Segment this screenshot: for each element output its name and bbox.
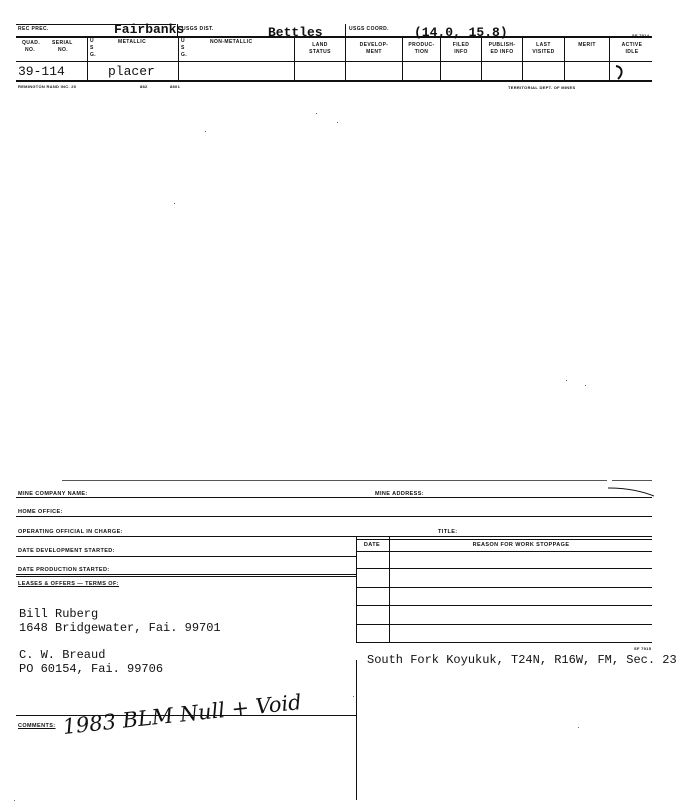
- leases-label: LEASES & OFFERS — TERMS OF:: [18, 581, 119, 587]
- scan-speck: [174, 203, 175, 204]
- col-usg-letter: G.: [181, 52, 188, 58]
- scan-speck: [337, 122, 338, 123]
- usgs-dist-label: USGS DIST.: [182, 26, 214, 32]
- col-development: DEVELOP-: [359, 42, 389, 48]
- reason-col-label: REASON FOR WORK STOPPAGE: [472, 542, 570, 548]
- usgs-coord-value: (14.0, 15.8): [414, 25, 508, 40]
- home-office-label: HOME OFFICE:: [18, 509, 63, 515]
- scan-speck: [566, 380, 567, 381]
- lessee-name: Bill Ruberg: [19, 607, 99, 621]
- scan-speck: [14, 800, 15, 801]
- footer-code: 882: [140, 84, 148, 89]
- col-filed-info: FILED: [452, 42, 470, 48]
- rec-prec-label: REC PREC.: [18, 26, 49, 32]
- rule: [16, 576, 356, 577]
- table-divider: [356, 536, 357, 642]
- card-edge: [62, 480, 607, 481]
- card-corner-curve: [608, 484, 654, 498]
- date-col-label: DATE: [363, 542, 381, 548]
- usgs-dist-value: Bettles: [268, 25, 323, 40]
- rule: [356, 624, 652, 625]
- header-rule: [16, 36, 652, 38]
- mine-company-name-label: MINE COMPANY NAME:: [18, 491, 88, 497]
- col-land-status: STATUS: [309, 49, 331, 55]
- col-active-idle: IDLE: [625, 49, 639, 55]
- column-header-rule: [16, 61, 652, 62]
- form-number: SF 7914: [632, 33, 650, 38]
- scan-speck: [585, 385, 586, 386]
- col-serial: SERIAL: [52, 40, 73, 46]
- col-usg-letter: S: [181, 45, 185, 51]
- mine-address-label: MINE ADDRESS:: [375, 491, 424, 497]
- header-rule-top-left: [16, 24, 176, 25]
- rule: [16, 497, 652, 498]
- scan-speck: [353, 696, 354, 697]
- col-no: NO.: [25, 47, 36, 53]
- lessee-address: 1648 Bridgewater, Fai. 99701: [19, 621, 221, 635]
- rule: [16, 574, 356, 575]
- quad-serial-value: 39-114: [18, 64, 65, 79]
- scan-speck: [578, 727, 579, 728]
- col-usg-letter: G.: [90, 52, 97, 58]
- lessee-address: PO 60154, Fai. 99706: [19, 662, 164, 676]
- rule: [356, 568, 652, 569]
- title-label: TITLE:: [438, 529, 458, 535]
- col-production: PRODUC-: [408, 42, 435, 48]
- header-divider: [345, 24, 346, 36]
- district-value: Fairbanks: [114, 22, 185, 37]
- col-no: NO.: [58, 47, 69, 53]
- col-land-status: LAND: [312, 42, 328, 48]
- rule: [356, 642, 652, 643]
- footer-code: 8801: [170, 84, 181, 89]
- col-non-metallic: NON-METALLIC: [210, 39, 253, 45]
- col-merit: MERIT: [578, 42, 596, 48]
- rule: [16, 516, 652, 517]
- col-filed-info: INFO: [454, 49, 468, 55]
- card-edge: [612, 480, 652, 481]
- col-usg-letter: U: [90, 38, 95, 44]
- rule: [16, 556, 356, 557]
- location-text: South Fork Koyukuk, T24N, R16W, FM, Sec. 23: [367, 653, 677, 667]
- col-metallic: METALLIC: [118, 39, 147, 45]
- date-prod-started-label: DATE PRODUCTION STARTED:: [18, 567, 110, 573]
- table-divider: [389, 536, 390, 642]
- rule: [356, 605, 652, 606]
- row-bottom-rule: [16, 80, 652, 82]
- handwritten-comment: 1983 BLM Null + Void: [61, 690, 303, 739]
- rule: [356, 587, 652, 588]
- scan-speck: [316, 113, 317, 114]
- header-divider: [177, 24, 178, 36]
- operating-official-label: OPERATING OFFICIAL IN CHARGE:: [18, 529, 123, 535]
- date-dev-started-label: DATE DEVELOPMENT STARTED:: [18, 548, 115, 554]
- col-last-visited: LAST: [536, 42, 551, 48]
- col-published-info: PUBLISH-: [488, 42, 516, 48]
- col-divider: [178, 36, 179, 80]
- col-usg-letter: U: [181, 38, 186, 44]
- col-development: MENT: [366, 49, 382, 55]
- footer-right-imprint: TERRITORIAL DEPT. OF MINES: [508, 85, 576, 90]
- card-vertical-divider: [356, 660, 357, 800]
- col-active-idle: ACTIVE: [621, 42, 643, 48]
- rule: [356, 551, 652, 552]
- col-divider: [87, 36, 88, 80]
- location-form-number: SF 7915: [634, 646, 652, 651]
- metallic-value: placer: [108, 64, 155, 79]
- scan-speck: [205, 131, 206, 132]
- lessee-name: C. W. Breaud: [19, 648, 106, 662]
- rule: [16, 536, 652, 537]
- col-production: TION: [414, 49, 429, 55]
- col-usg-letter: S: [90, 45, 94, 51]
- rule: [356, 539, 652, 540]
- hand-check-mark: [612, 63, 628, 83]
- col-last-visited: VISITED: [532, 49, 555, 55]
- col-published-info: ED INFO: [490, 49, 514, 55]
- comments-label: COMMENTS:: [18, 723, 56, 729]
- footer-left-imprint: REMINGTON RAND INC. 20: [18, 84, 77, 89]
- usgs-coord-label: USGS COORD.: [349, 26, 389, 32]
- col-quad: QUAD.: [22, 40, 41, 46]
